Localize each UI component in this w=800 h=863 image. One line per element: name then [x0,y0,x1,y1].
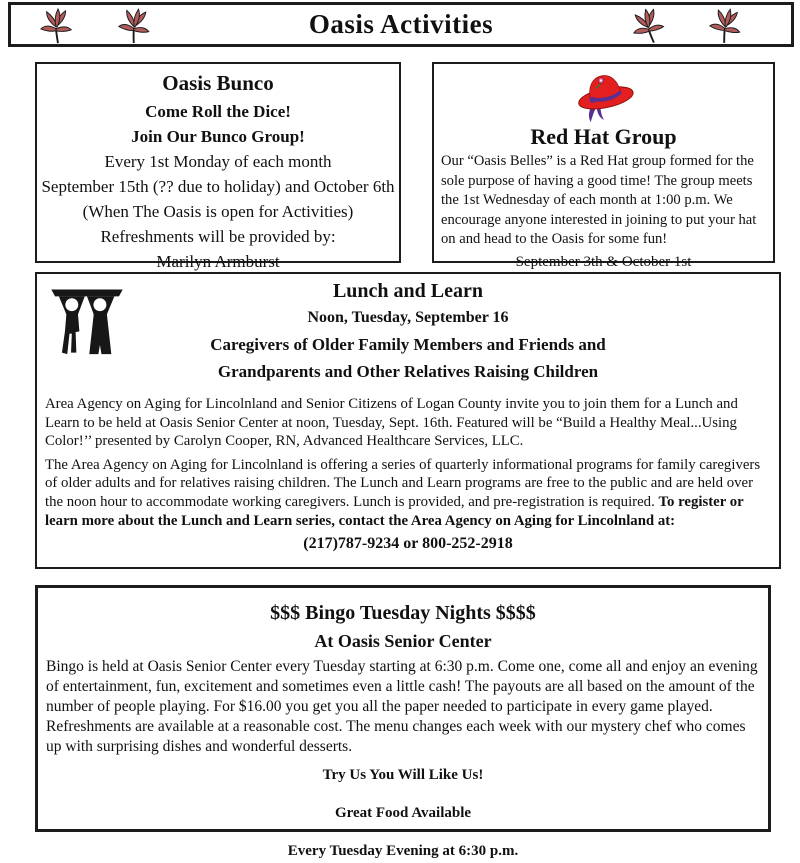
bunco-title: Oasis Bunco [162,71,274,95]
lunch-learn-paragraph-2-text: The Area Agency on Aging for Lincolnland is offering a series of quarterly informational programs for family caregivers of older adults and for relatives raising children. The Lunch and Learn programs are free to the public and are held over the noon hour to accommodate working caregivers. Lunch is provided, and pre-registration is required. [45,456,761,510]
red-hat-description: Our “Oasis Belles” is a Red Hat group formed for the sole purpose of having a good time! The group meets the 1st Wednesday of each month at 1:00 p.m. We encourage anyone interested in joining to put your hat on and head to the Oasis for some fun! [441,153,757,248]
bunco-dates: September 15th (?? due to holiday) and October 6th [41,177,395,196]
lunch-learn-paragraph-2 [45,456,771,530]
bingo-location: At Oasis Senior Center [314,631,492,651]
bunco-tagline: Come Roll the Dice! [145,102,291,121]
lunch-and-learn-section [35,272,781,569]
lunch-learn-phone-numbers: (217)787-9234 or 800-252-2918 [303,535,513,553]
red-hat-section [432,62,775,270]
lunch-learn-paragraph-1: Area Agency on Aging for Lincolnland and Senior Citizens of Logan County invite you to join them for a Lunch and Learn to be held at Oasis Senior Center at noon, Tuesday, Sept. 16th. Featured will be “Build a Healthy Meal...Using Color!’’ presented by Carolyn Cooper, RN, Advanced Healthcare Services, LLC. [45,396,738,450]
autumn-leaf-icon [115,6,158,49]
bingo-tagline-1: Try Us You Will Like Us! [322,767,484,783]
red-hat-icon [566,66,642,124]
bunco-note: (When The Oasis is open for Activities) [82,202,354,221]
bunco-section [35,62,401,271]
bunco-refreshments: Refreshments will be provided by: [100,227,336,246]
bingo-title: $$$ Bingo Tuesday Nights $$$$ [270,602,536,624]
header-banner [8,2,794,47]
lunch-learn-title: Lunch and Learn [332,280,484,302]
bunco-tagline: Join Our Bunco Group! [131,127,305,146]
red-hat-image-wrap [434,66,773,124]
bingo-tagline-3: Every Tuesday Evening at 6:30 p.m. [287,843,519,859]
red-hat-dates: September 3th & October 1st [515,253,692,270]
page-title: Oasis Activities [308,9,494,39]
bingo-description: Bingo is held at Oasis Senior Center every Tuesday starting at 6:30 p.m. Come one, come all and enjoy an evening of entertainment, fun, excitement and sometimes even a little cash! The payouts are all based on the amount of the number of people playing. For $16.00 you get you all the paper needed to participate in every game played. Refreshments are available at a reasonable cost. The menu changes each week with our mystery chef who comes up with surprising dishes and wonderful desserts. [46,658,758,755]
autumn-leaf-icon [705,5,749,49]
red-hat-title: Red Hat Group [530,124,677,149]
bunco-schedule: Every 1st Monday of each month [104,152,332,171]
lunch-learn-datetime: Noon, Tuesday, September 16 [307,309,509,326]
autumn-leaf-icon [627,4,673,50]
autumn-leaf-icon [39,8,77,46]
bingo-section [35,585,771,859]
lunch-learn-register-callout: To register or learn more about the Lunch and Learn series, contact the Area Agency on Aging for Lincolnland at: [45,493,744,529]
bingo-tagline-2: Great Food Available [334,805,472,821]
lunch-learn-audience-line1: Caregivers of Older Family Members and Friends and [210,335,606,354]
lunch-learn-audience-line2: Grandparents and Other Relatives Raising Children [217,362,599,381]
caregivers-icon [49,283,125,369]
bunco-host: Marilyn Armburst [156,252,280,271]
